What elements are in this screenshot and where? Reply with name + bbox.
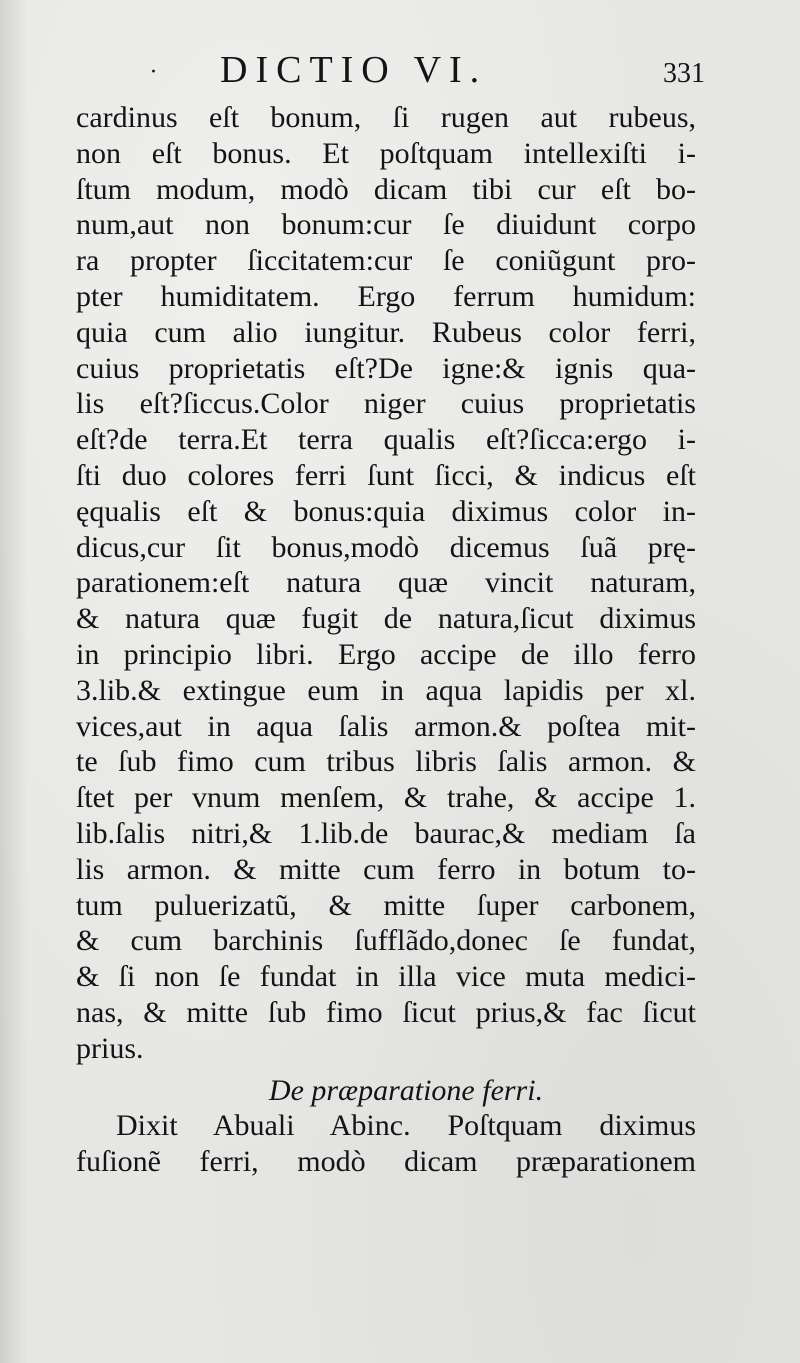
section-heading: De præparatione ferri. (268, 1073, 544, 1107)
text-line: cuius proprietatis eſt?De igne:& ignis qua- (76, 351, 696, 385)
text-line: ſtet per vnum menſem, & trahe, & accipe 1. (76, 781, 696, 815)
running-title: DICTIO VI. (220, 49, 488, 91)
text-line: ſtum modum, modò dicam tibi cur eſt bo- (76, 172, 696, 206)
text-line: pter humiditatem. Ergo ferrum humidum: (76, 279, 696, 313)
text-line: ęqualis eſt & bonus:quia diximus color in- (76, 494, 696, 528)
page-header (150, 48, 705, 98)
text-line: nas, & mitte ſub fimo ſicut prius,& fac ſicut (76, 995, 696, 1029)
text-line: in principio libri. Ergo accipe de illo ferro (76, 637, 696, 671)
text-line: eſt?de terra.Et terra qualis eſt?ſicca:ergo i- (76, 423, 696, 457)
text-line: te ſub fimo cum tribus libris ſalis armon. & (76, 745, 696, 779)
text-line: dicus,cur ſit bonus,modò dicemus ſuã prę- (76, 530, 696, 564)
header-mark: · (150, 60, 157, 85)
text-line: 3.lib.& extingue eum in aqua lapidis per xl. (76, 673, 696, 707)
text-line: lis armon. & mitte cum ferro in botum to- (76, 852, 696, 886)
text-line: vices,aut in aqua ſalis armon.& poſtea mit- (76, 709, 696, 743)
text-line: & cum barchinis ſufflãdo,donec ſe fundat, (76, 924, 696, 958)
text-line: ſti duo colores ferri ſunt ſicci, & indicus eſt (76, 458, 696, 492)
text-line: fuſionẽ ferri, modò dicam præparationem (76, 1145, 696, 1179)
text-line: num,aut non bonum:cur ſe diuidunt corpo (76, 208, 696, 242)
text-line: lis eſt?ſiccus.Color niger cuius proprietatis (76, 387, 696, 421)
text-line: & natura quæ fugit de natura,ſicut diximus (76, 602, 696, 636)
text-line: ra propter ſiccitatem:cur ſe coniũgunt pro- (76, 244, 696, 278)
text-line: parationem:eſt natura quæ vincit naturam, (76, 566, 696, 600)
text-line: Dixit Abuali Abinc. Poſtquam diximus (116, 1109, 696, 1143)
page-number: 331 (663, 58, 705, 89)
body-text (76, 100, 696, 1180)
text-line: lib.ſalis nitri,& 1.lib.de baurac,& mediam ſa (76, 816, 696, 850)
text-line: non eſt bonus. Et poſtquam intellexiſti i- (76, 136, 696, 170)
gutter-shadow (0, 0, 28, 1363)
text-line: tum puluerizatũ, & mitte ſuper carbonem, (76, 888, 696, 922)
text-line: quia cum alio iungitur. Rubeus color ferri, (76, 315, 696, 349)
text-line: prius. (76, 1031, 144, 1065)
text-line: & ſi non ſe fundat in illa vice muta medici- (76, 960, 696, 994)
text-line: cardinus eſt bonum, ſi rugen aut rubeus, (76, 101, 696, 134)
